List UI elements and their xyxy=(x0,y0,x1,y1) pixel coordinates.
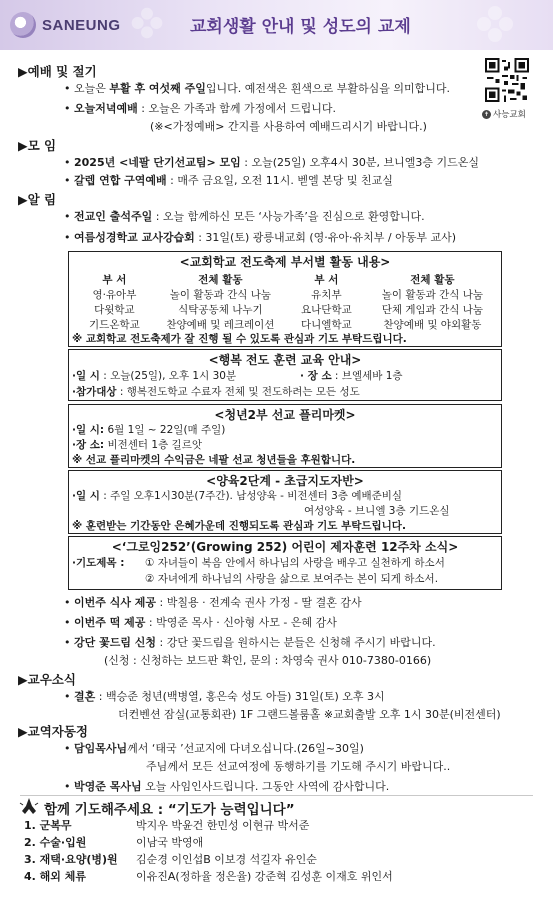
staff-item-1-line-2: 주님께서 모든 선교여정에 동행하기를 기도해 주시기 바랍니다.. xyxy=(146,760,451,773)
training-target: ·참가대상 : 행복전도학교 수료자 전체 및 전도하려는 모든 성도 xyxy=(72,386,360,398)
table-cell: 식탁공동체 나누기 xyxy=(178,304,263,316)
growing-line-2: ② 자녀에게 하나님의 사랑을 삶으로 보여주는 본이 되게 하소서. xyxy=(145,573,439,585)
notice-item-2: • 여름성경학교 교사강습회 : 31일(토) 광릉내교회 (영·유아·유치부 / 아동부 교사) xyxy=(64,231,457,244)
qr-code-icon[interactable] xyxy=(485,58,529,102)
nurture-box-title: <양육2단계 - 초급지도자반> xyxy=(206,474,364,488)
offering-item-3-line-2: (신청 : 신청하는 보드판 확인, 문의 : 차영숙 권사 010-7380-0166) xyxy=(104,654,432,667)
flower-deco-icon xyxy=(130,6,164,40)
table-cell: 다니엘학교 xyxy=(301,319,352,331)
divider xyxy=(20,795,533,796)
table-cell: 놀이 활동과 간식 나눔 xyxy=(169,289,272,301)
section-staff-title: ▶교역자동정 xyxy=(18,724,88,739)
flower-deco-icon xyxy=(475,4,515,44)
growing-line-1: ① 자녀들이 복음 안에서 하나님의 사랑을 배우고 실천하게 하소서 xyxy=(145,557,445,569)
festival-box-title: <교회학교 전도축제 부서별 활동 내용> xyxy=(179,255,391,269)
table-header-cell: 전체 활동 xyxy=(198,274,243,286)
festival-footer: ※ 교회학교 전도축제가 잘 진행 될 수 있도록 관심과 기도 부탁드립니다. xyxy=(72,333,407,345)
nurture-line-2: 여성양육 - 브니엘 3층 기드온실 xyxy=(304,505,450,517)
staff-item-2: • 박영준 목사님 오늘 사임인사드립니다. 그동안 사역에 감사합니다. xyxy=(64,780,390,793)
prayer-names-3: 김순경 이인섭B 이보경 석길자 유인순 xyxy=(136,853,317,866)
table-cell: 유치부 xyxy=(311,289,342,301)
praying-hands-icon xyxy=(18,797,40,815)
nurture-date: ·일 시 : 주일 오후1시30분(7주간). 남성양육 - 비전센터 3층 예배준비실 xyxy=(72,490,403,502)
worship-line-1: • 오늘은 부활 후 여섯째 주일입니다. 예전색은 흰색으로 부활하심을 의미합니다. xyxy=(64,82,450,95)
training-place: · 장 소 : 브엘세바 1층 xyxy=(300,370,403,382)
offering-item-2: • 이번주 떡 제공 : 박영준 목사 · 신아형 사모 - 은혜 감사 xyxy=(64,616,337,629)
prayer-label-4: 4. 해외 체류 xyxy=(24,870,86,883)
table-row xyxy=(72,302,496,317)
table-header-row xyxy=(72,272,496,287)
training-box-title: <행복 전도 훈련 교육 안내> xyxy=(208,353,362,367)
table-cell: 기드온학교 xyxy=(89,319,140,331)
festival-table xyxy=(72,272,496,332)
table-cell: 찬양예배 및 야외활동 xyxy=(383,319,482,331)
qr-caption xyxy=(482,108,526,120)
section-notice-title: ▶알 림 xyxy=(18,192,57,207)
worship-line-2: • 오늘저녁예배 : 오늘은 가족과 함께 가정에서 드립니다. xyxy=(64,102,336,115)
section-meeting-title: ▶모 임 xyxy=(18,138,57,153)
prayer-title: 함께 기도해주세요 : “기도가 능력입니다” xyxy=(44,802,295,818)
table-header-cell: 전체 활동 xyxy=(410,274,455,286)
prayer-names-2: 이남국 박영애 xyxy=(136,836,204,849)
wedding-news: • 결혼 : 백승준 청년(백병열, 홍은숙 성도 아들) 31일(토) 오후 3시 xyxy=(64,690,385,703)
prayer-label-2: 2. 수술·입원 xyxy=(24,836,87,849)
table-row xyxy=(72,287,496,302)
growing-box-title: <‘그로잉252’(Growing 252) 어린이 제자훈련 12주차 소식> xyxy=(111,540,459,554)
meeting-item-2: • 갈렙 연합 구역예배 : 매주 금요일, 오전 11시. 벧엘 본당 및 친교실 xyxy=(64,174,393,187)
table-cell: 다윗학교 xyxy=(94,304,135,316)
logo-mark-icon xyxy=(10,12,36,38)
table-cell: 요나단학교 xyxy=(301,304,352,316)
offering-item-3: • 강단 꽃드림 신청 : 강단 꽃드림을 원하시는 분들은 신청해 주시기 바랍니다. xyxy=(64,636,436,649)
table-cell: 놀이 활동과 간식 나눔 xyxy=(381,289,484,301)
qr-caption-text: 사능교회 xyxy=(493,110,526,120)
staff-item-1: • 담임목사님께서 ‘태국 ’선교지에 다녀오십니다.(26일~30일) xyxy=(64,742,364,755)
notice-item-1: • 전교인 출석주일 : 오늘 함께하신 모든 ‘사능가족’을 진심으로 환영합니다. xyxy=(64,210,425,223)
market-box-title: <청년2부 선교 플리마켓> xyxy=(214,408,356,422)
nurture-footer: ※ 훈련받는 기간동안 은혜가운데 진행되도록 관심과 기도 부탁드립니다. xyxy=(72,520,406,532)
prayer-names-4: 이유진A(정하율 정은율) 강준혁 김성훈 이재호 위인서 xyxy=(136,870,393,883)
header-banner xyxy=(0,0,553,50)
table-header-cell: 부 서 xyxy=(314,274,339,286)
table-cell: 영·유아부 xyxy=(92,289,137,301)
church-icon: ✝ xyxy=(483,110,490,118)
prayer-label-3: 3. 재택·요양(병)원 xyxy=(24,853,118,866)
table-cell: 찬양예배 및 레크레이션 xyxy=(166,319,275,331)
market-footer: ※ 선교 플리마켓의 수익금은 네팔 선교 청년들을 후원합니다. xyxy=(72,454,356,466)
section-worship-title: ▶예배 및 절기 xyxy=(18,64,97,79)
prayer-names-1: 박지우 박윤건 한민성 이현규 박서준 xyxy=(136,819,310,832)
page-title: 교회생활 안내 및 성도의 교제 xyxy=(190,17,411,37)
table-header-cell: 부 서 xyxy=(102,274,127,286)
prayer-label-1: 1. 군복무 xyxy=(24,819,72,832)
meeting-item-1: • 2025년 <네팔 단기선교팀> 모임 : 오늘(25일) 오후4시 30분, 브니엘3층 기드온실 xyxy=(64,156,479,169)
training-date: ·일 시 : 오늘(25일), 오후 1시 30분 xyxy=(72,370,237,382)
worship-line-3: (※<가정예배> 간지를 사용하여 예배드리시기 바랍니다.) xyxy=(150,120,427,133)
table-cell: 단체 게임과 간식 나눔 xyxy=(381,304,484,316)
market-place: ·장 소: 비전센터 1층 길르앗 xyxy=(72,439,202,451)
logo-text: SANEUNG xyxy=(42,16,121,34)
section-members-title: ▶교우소식 xyxy=(18,672,76,687)
logo xyxy=(10,12,121,38)
wedding-news-line-2: 더컨벤션 잠실(교통회관) 1F 그랜드볼룸홀 ※교회출발 오후 1시 30분(비전센터) xyxy=(118,708,501,721)
market-date: ·일 시: 6월 1일 ~ 22일(매 주일) xyxy=(72,424,226,436)
offering-item-1: • 이번주 식사 제공 : 박칠용 · 전계숙 권사 가정 - 딸 결혼 감사 xyxy=(64,596,362,609)
growing-label: ·기도제목 : xyxy=(72,557,125,569)
table-row xyxy=(72,317,496,332)
